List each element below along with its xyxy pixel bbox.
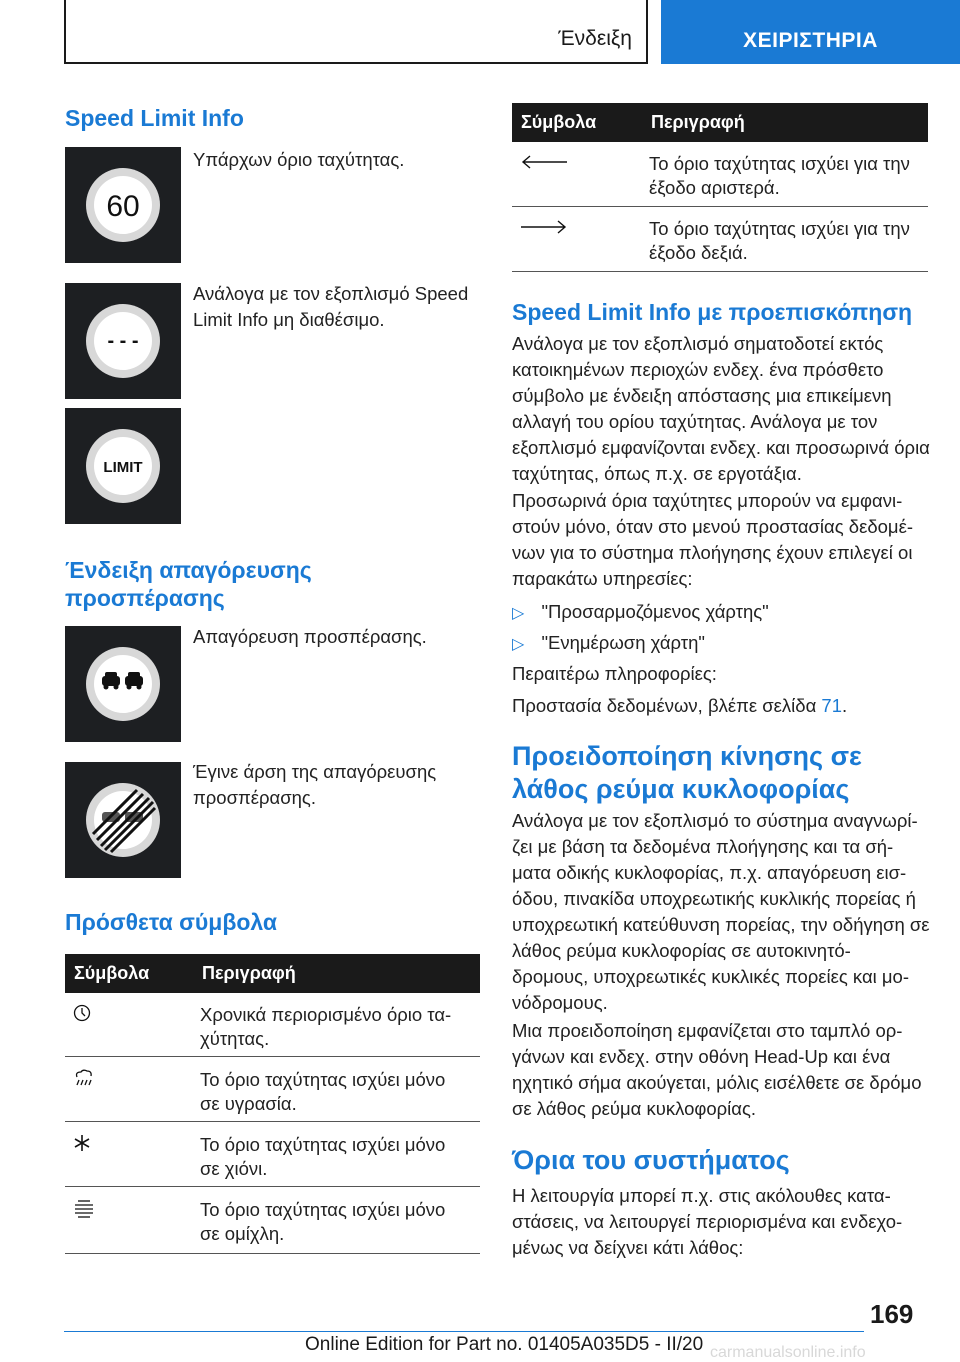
preview-paragraph-1: Ανάλογα με τον εξοπλισμό σηματοδοτεί εκτός κατοικημένων περιοχών ενδεχ. ένα πρόσθετο σύμβολο με ένδειξη απόστασης μια επικείμενη αλλαγή του ορίου ταχύτητας. Ανάλογα με τον εξοπλισμό εμφανίζονται ενδεχ. και προσωρινά όρια ταχύτητας, όπως π.χ. σε εργοτάξια. (512, 333, 930, 484)
privacy-page-link[interactable]: 71 (821, 695, 842, 716)
limits-heading: Όρια του συστήματος (512, 1145, 790, 1175)
table-header (65, 954, 480, 993)
table-row-desc: Το όριο ταχύτητας ισχύει μόνο σε χιόνι. (200, 1134, 446, 1179)
page-number: 169 (870, 1299, 914, 1329)
table-header-description: Περιγραφή (651, 112, 745, 132)
bullet-triangle-icon: ▷ (512, 605, 525, 622)
table-row (512, 142, 928, 207)
table-row-desc: Το όριο ταχύτητας ισχύει για την έξοδο δεξιά. (649, 218, 910, 263)
exit-symbols-table (512, 103, 928, 272)
footer-edition: Online Edition for Part no. 01405A035D5 - II/20 (305, 1334, 704, 1355)
speed-limit-heading: Speed Limit Info (65, 105, 244, 131)
no-overtaking-sign-image (65, 626, 181, 742)
snowflake-icon (65, 1133, 200, 1186)
bullet-text: "Προσαρμοζόμενος χάρτης" (541, 601, 769, 622)
table-row (65, 1122, 480, 1187)
table-row (65, 993, 480, 1057)
footer-divider (64, 1331, 864, 1332)
wrong-way-heading: Προειδοποίηση κίνησης σε λάθος ρεύμα κυκλοφορίας (512, 741, 862, 804)
fog-icon (65, 1198, 200, 1253)
wrong-way-paragraph-1: Ανάλογα με τον εξοπλισμό το σύστημα αναγνωρί- ζει με βάση τα δεδομένα πλοήγησης και τα σή- ματα οδικής κυκλοφορίας, π.χ. απαγόρευση εισ- όδου, πινακίδα υποχρεωτικής κυκλικής πορείας ή υποχρεωτική κατεύθυνση πορείας, την οδήγηση σε λάθος ρεύμα κυκλοφορίας σε αυτοκινητό- δρομους, υποχρεωτικές κυκλικές πορείες και μο- νόδρομους. (512, 810, 930, 1013)
speed-sign-60-text: Υπάρχων όριο ταχύτητας. (193, 149, 405, 170)
header-chapter-label: ΧΕΙΡΙΣΤΗΡΙΑ (743, 29, 878, 52)
bullet-item (512, 599, 769, 627)
speed-sign-60-image (65, 147, 181, 263)
table-row-desc: Το όριο ταχύτητας ισχύει για την έξοδο αριστερά. (649, 153, 910, 198)
header-section-label: Ένδειξη (558, 27, 632, 50)
preview-heading: Speed Limit Info με προεπισκόπηση (512, 299, 913, 325)
extra-symbols-heading: Πρόσθετα σύμβολα (65, 909, 278, 935)
clock-icon (65, 1003, 200, 1056)
table-row-desc: Χρονικά περιορισμένο όριο τα- χύτητας. (200, 1004, 452, 1049)
privacy-reference: Προστασία δεδομένων, βλέπε σελίδα 71. (512, 695, 848, 716)
no-overtaking-text: Απαγόρευση προσπέρασης. (193, 626, 427, 647)
arrow-left-icon (512, 152, 649, 206)
end-no-overtaking-sign-image (65, 762, 181, 878)
table-header-description: Περιγραφή (202, 963, 296, 983)
table-row-desc: Το όριο ταχύτητας ισχύει μόνο σε ομίχλη. (200, 1199, 446, 1244)
more-info-label: Περαιτέρω πληροφορίες: (512, 663, 717, 684)
preview-paragraph-2: Προσωρινά όρια ταχύτητες μπορούν να εμφανι- στούν μόνο, όταν στο μενού προστασίας δεδομέ- νων για το σύστημα πλοήγησης έχουν επιλεγεί οι παρακάτω υπηρεσίες: (512, 490, 913, 589)
table-row-desc: Το όριο ταχύτητας ισχύει μόνο σε υγρασία. (200, 1069, 446, 1114)
table-row (65, 1057, 480, 1122)
limits-paragraph: Η λειτουργία μπορεί π.χ. στις ακόλουθες κατα- στάσεις, να λειτουργεί περιορισμένα και ενδεχο- μένως να δείχνει κάτι λάθος: (512, 1185, 903, 1258)
bullet-text: "Ενημέρωση χάρτη" (541, 632, 705, 653)
wrong-way-paragraph-2: Μια προειδοποίηση εμφανίζεται στο ταμπλό ορ- γάνων και ενδεχ. στην οθόνη Head-Up και ένα ηχητικό σήμα ακούγεται, μόλις εισέλθετε σε δρόμο σε λάθος ρεύμα κυκλοφορίας. (512, 1020, 922, 1119)
sign-60-text: 60 (106, 190, 140, 223)
header-chapter-tab[interactable] (661, 0, 960, 64)
bullet-item (512, 630, 705, 658)
speed-sign-unavailable-text: Ανάλογα με τον εξοπλισμό Speed Limit Info μη διαθέσιμο. (193, 283, 469, 330)
extra-symbols-table (65, 954, 480, 1254)
table-header-symbol: Σύμβολα (521, 112, 597, 132)
table-row (65, 1187, 480, 1254)
header-section-box (64, 0, 648, 64)
table-header-symbol: Σύμβολα (74, 963, 150, 983)
watermark: carmanualsonline.info (710, 1344, 866, 1361)
sign-limit-text: LIMIT (103, 459, 143, 476)
table-row (512, 207, 928, 272)
rain-icon (65, 1068, 200, 1121)
overtaking-heading: Ένδειξη απαγόρευσης προσπέρασης (65, 557, 312, 611)
bullet-triangle-icon: ▷ (512, 636, 525, 653)
arrow-right-icon (512, 217, 649, 271)
speed-sign-dashes-image (65, 283, 181, 399)
speed-sign-limit-image (65, 408, 181, 524)
table-header (512, 103, 928, 142)
sign-dashes-text: - - - (107, 330, 139, 352)
privacy-reference-text: Προστασία δεδομένων, βλέπε σελίδα (512, 695, 817, 716)
end-no-overtaking-text: Έγινε άρση της απαγόρευσης προσπέρασης. (193, 761, 437, 808)
